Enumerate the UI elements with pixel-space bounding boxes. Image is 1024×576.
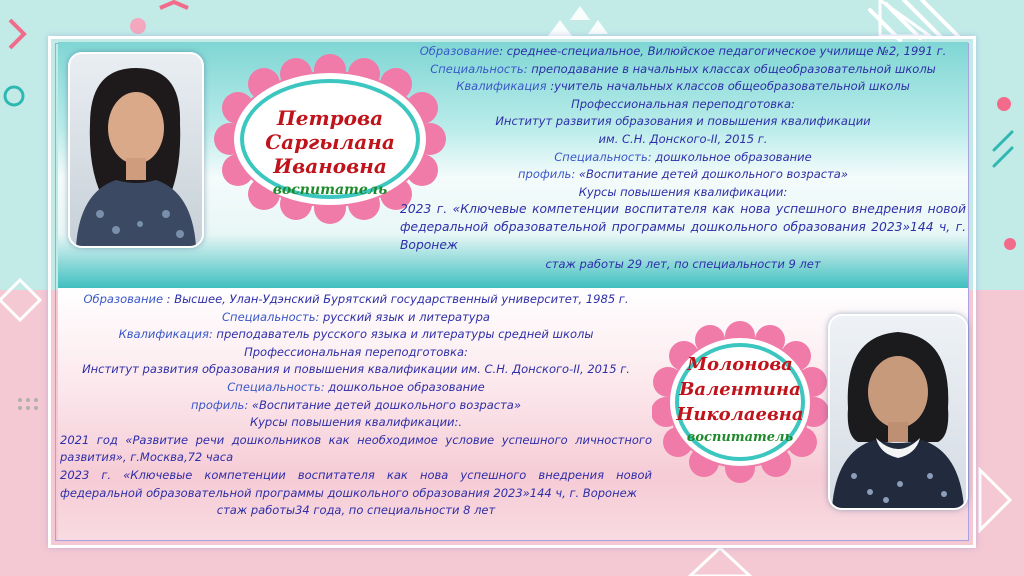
name-petrova-line1: Петрова	[276, 106, 384, 130]
experience: стаж работы 29 лет, по специальности 9 лет	[545, 257, 821, 272]
education-value: : Высшее, Улан-Удэнский Бурятский государственный университет, 1985 г.	[163, 292, 629, 306]
specialty-value: русский язык и литература	[319, 309, 490, 324]
profile-label: профиль:	[518, 167, 576, 182]
education-label: Образование	[419, 44, 500, 58]
courses-title: Курсы повышения квалификации:.	[249, 415, 463, 430]
profile-value: «Воспитание детей дошкольного возраста»	[575, 167, 848, 182]
portrait-woman-2	[830, 316, 966, 508]
course-2: 2023 г. «Ключевые компетенции воспитателя как нова успешного внедрения новой федеральной образовательной программы дошкольного образования 2023»144 ч, г. Воронеж	[60, 467, 652, 500]
retraining-line2: им. С.Н. Донского-II, 2015 г.	[598, 131, 768, 146]
profile-value: «Воспитание детей дошкольного возраста»	[248, 397, 521, 412]
info-petrova	[400, 43, 966, 274]
retraining-title: Профессиональная переподготовка:	[571, 96, 795, 111]
specialty2-value: дошкольное образование	[651, 149, 812, 164]
specialty2-label: Специальность:	[227, 379, 325, 394]
name-molonova-line1: Молонова	[687, 354, 793, 375]
course-1: 2023 г. «Ключевые компетенции воспитателя как нова успешного внедрения новой федеральной образовательной программы дошкольного образования 2023»144 ч, г. Воронеж	[400, 202, 966, 252]
education-label: Образование	[83, 292, 164, 306]
retraining-title: Профессиональная переподготовка:	[244, 344, 468, 359]
qualification-value: преподаватель русского языка и литературы средней школы	[212, 327, 594, 342]
courses-title: Курсы повышения квалификации:	[578, 184, 788, 199]
name-petrova-line2: Саргылана Ивановна	[265, 130, 395, 178]
retraining-line1: Институт развития образования и повышения квалификации	[495, 114, 871, 129]
portrait-woman-1	[70, 54, 202, 246]
name-molonova-line3: Николаевна	[676, 404, 804, 425]
specialty-value: преподавание в начальных классах общеобразовательной школы	[527, 61, 936, 76]
specialty-label: Специальность:	[222, 309, 320, 324]
role-petrova: воспитатель	[272, 182, 388, 198]
qualification-value: :учитель начальных классов общеобразовательной школы	[546, 79, 910, 94]
specialty2-label: Специальность:	[554, 149, 652, 164]
info-molonova	[60, 291, 652, 520]
name-molonova-line2: Валентина	[679, 379, 801, 400]
photo-molonova	[828, 314, 968, 510]
specialty2-value: дошкольное образование	[324, 379, 485, 394]
qualification-label: Квалификация	[456, 79, 547, 94]
specialty-label: Специальность:	[430, 61, 528, 76]
retraining-line1: Институт развития образования и повышения квалификации им. С.Н. Донского-II, 2015 г.	[82, 362, 630, 377]
name-badge-molonova	[652, 320, 828, 484]
profile-label: профиль:	[191, 397, 249, 412]
qualification-label: Квалификация:	[118, 327, 213, 342]
role-molonova: воспитатель	[686, 430, 794, 445]
experience: стаж работы34 года, по специальности 8 лет	[216, 503, 496, 518]
education-value: : среднее-специальное, Вилюйское педагогическое училище №2, 1991 г.	[499, 44, 947, 58]
course-1: 2021 год «Развитие речи дошкольников как необходимое условие успешного личностного развития», г.Москва,72 часа	[60, 432, 652, 465]
photo-petrova	[68, 52, 204, 248]
